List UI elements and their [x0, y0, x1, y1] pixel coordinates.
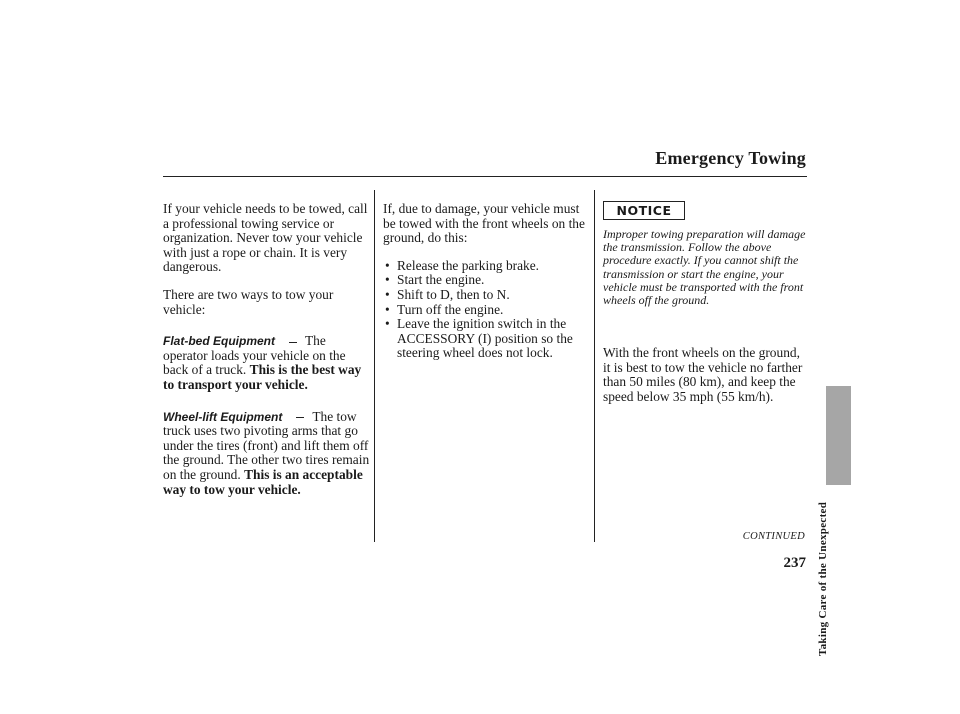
list-item: • Shift to D, then to N.	[383, 288, 593, 303]
notice-badge: NOTICE	[603, 201, 685, 220]
list-item: • Leave the ignition switch in the ACCESSORY (I) position so the steering wheel does not lock.	[383, 317, 593, 361]
em-dash	[289, 342, 297, 343]
flatbed-emphasis: This is the best way to transport your vehicle.	[163, 362, 362, 392]
flatbed-paragraph	[163, 334, 373, 392]
intro-paragraph: If your vehicle needs to be towed, call a professional towing service or organization. Never tow your vehicle with just a rope or chain. It is very dangerous.	[163, 201, 368, 275]
ways-paragraph: There are two ways to tow your vehicle:	[163, 286, 334, 317]
wheellift-heading: Wheel-lift Equipment	[163, 409, 283, 424]
wheellift-paragraph	[163, 410, 373, 498]
list-item: • Turn off the engine.	[383, 303, 593, 318]
list-item: • Release the parking brake.	[383, 259, 593, 274]
section-name: Taking Care of the Unexpected	[817, 501, 829, 656]
continued-label: CONTINUED	[742, 531, 805, 542]
page-title: Emergency Towing	[655, 148, 806, 168]
notice-text: Improper towing preparation will damage the transmission. Follow the above procedure exactly. If you cannot shift the transmission or start the engine, your vehicle must be transported with the front wheels off the ground.	[603, 227, 806, 308]
column-divider-right	[594, 190, 595, 542]
em-dash	[296, 417, 304, 418]
header-rule	[163, 176, 807, 177]
wheellift-text: The tow truck uses two pivoting arms that go under the tires (front) and lift them off the ground. The other two tires remain on the ground.	[163, 408, 370, 482]
wheellift-emphasis: This is an acceptable way to tow your vehicle.	[163, 466, 363, 497]
page-number: 237	[783, 555, 806, 571]
front-wheels-paragraph: With the front wheels on the ground, it is best to tow the vehicle no farther than 50 miles (80 km), and keep the speed below 35 mph (55 km/h).	[603, 345, 803, 404]
section-tab	[826, 386, 851, 485]
towing-steps-list	[383, 259, 593, 361]
flatbed-text: The operator loads your vehicle on the back of a truck.	[163, 333, 346, 378]
damage-intro: If, due to damage, your vehicle must be towed with the front wheels on the ground, do this:	[383, 201, 585, 246]
column-2	[383, 202, 593, 361]
column-1	[163, 202, 373, 497]
column-divider-left	[374, 190, 375, 542]
list-item: • Start the engine.	[383, 273, 593, 288]
flatbed-heading: Flat-bed Equipment	[163, 334, 275, 349]
